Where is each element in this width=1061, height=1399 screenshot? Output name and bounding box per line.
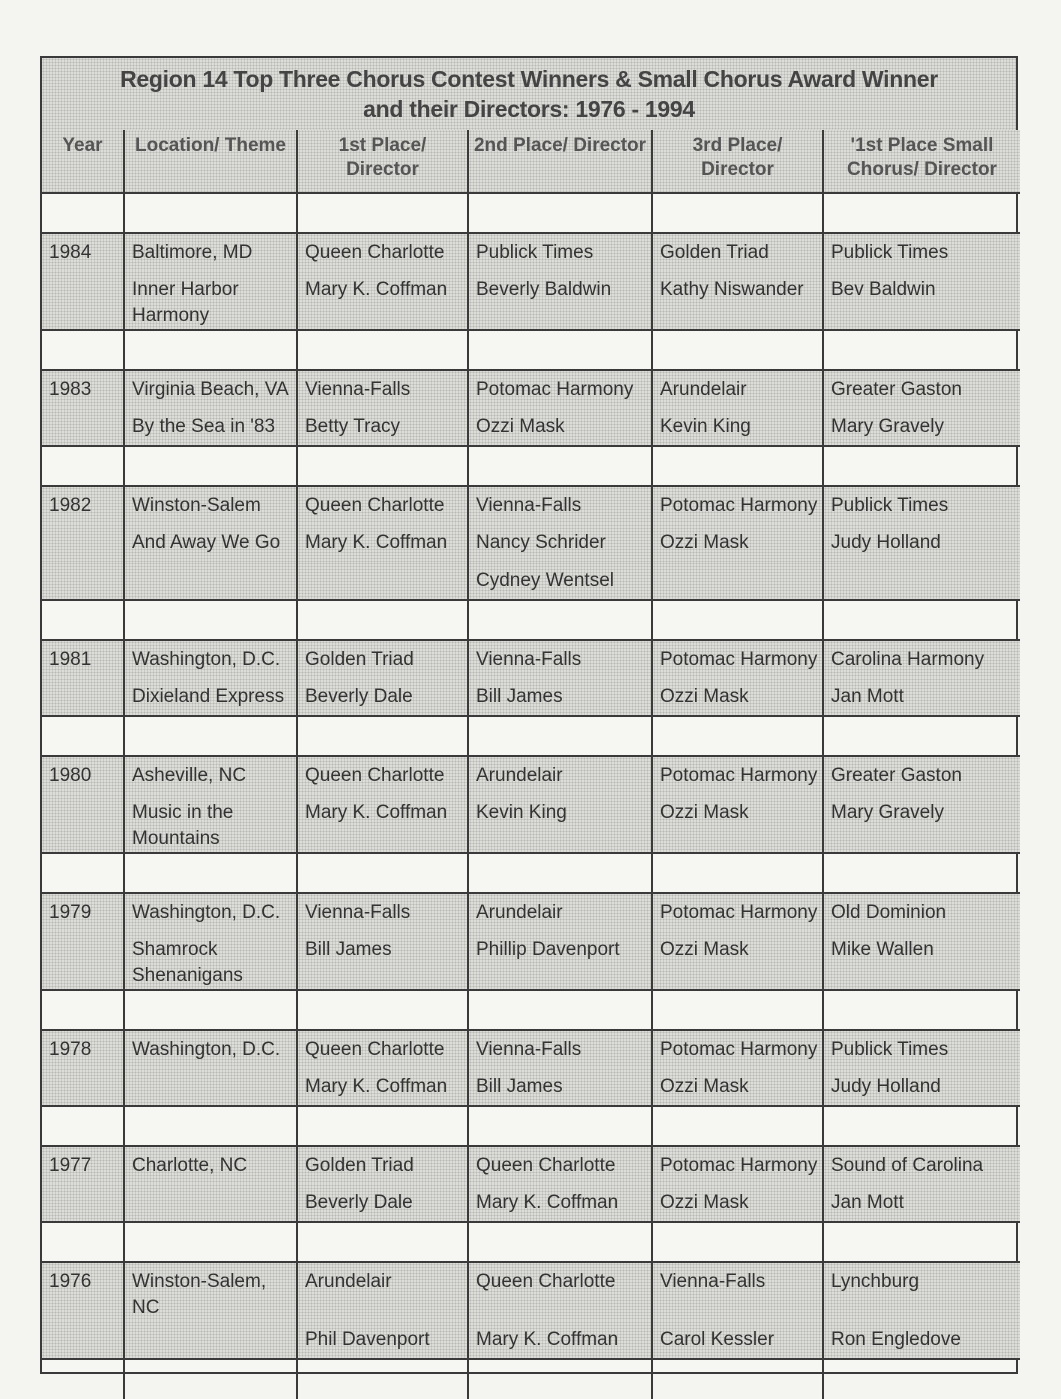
- cell-second-place: Vienna-Falls: [468, 486, 652, 524]
- cell-small-chorus: Publick Times: [823, 1030, 1020, 1068]
- cell-third-place: [652, 990, 823, 1030]
- table-row: [42, 1146, 1020, 1184]
- spacer-row: [42, 330, 1020, 370]
- cell-year: [42, 853, 124, 893]
- cell-small-chorus: Greater Gaston: [823, 756, 1020, 794]
- cell-first-place: Beverly Dale: [297, 1184, 468, 1222]
- cell-location: [124, 1222, 297, 1262]
- cell-location: Virginia Beach, VA: [124, 370, 297, 408]
- cell-year: [42, 600, 124, 640]
- spacer-row: [42, 446, 1020, 486]
- cell-second-place: Publick Times: [468, 233, 652, 271]
- cell-location: [124, 1184, 297, 1222]
- spacer-row: [42, 716, 1020, 756]
- cell-location: Music in the Mountains: [124, 794, 297, 853]
- cell-first-place: [297, 716, 468, 756]
- cell-second-place: [468, 1106, 652, 1146]
- cell-location: [124, 562, 297, 600]
- cell-small-chorus: Carolina Harmony: [823, 640, 1020, 678]
- cell-third-place: Potomac Harmony: [652, 486, 823, 524]
- cell-third-place: [652, 600, 823, 640]
- table-row: [42, 1321, 1020, 1359]
- cell-small-chorus: [823, 193, 1020, 233]
- cell-first-place: [297, 1222, 468, 1262]
- cell-third-place: [652, 1106, 823, 1146]
- cell-year: 1983: [42, 370, 124, 408]
- cell-year: [42, 1321, 124, 1359]
- cell-first-place: [297, 990, 468, 1030]
- cell-second-place: Queen Charlotte: [468, 1146, 652, 1184]
- cell-second-place: [468, 330, 652, 370]
- table-row: [42, 1262, 1020, 1321]
- cell-third-place: [652, 446, 823, 486]
- cell-third-place: Potomac Harmony: [652, 893, 823, 931]
- cell-third-place: Ozzi Mask: [652, 678, 823, 716]
- cell-location: Charlotte, NC: [124, 1146, 297, 1184]
- cell-location: [124, 446, 297, 486]
- cell-year: [42, 562, 124, 600]
- cell-year: [42, 1359, 124, 1399]
- cell-year: [42, 330, 124, 370]
- cell-third-place: [652, 562, 823, 600]
- cell-second-place: [468, 716, 652, 756]
- cell-small-chorus: Ron Engledove: [823, 1321, 1020, 1359]
- cell-first-place: Golden Triad: [297, 1146, 468, 1184]
- cell-first-place: [297, 1106, 468, 1146]
- cell-location: [124, 716, 297, 756]
- table-row: [42, 1184, 1020, 1222]
- cell-second-place: Mary K. Coffman: [468, 1184, 652, 1222]
- cell-small-chorus: Publick Times: [823, 233, 1020, 271]
- cell-location: [124, 1106, 297, 1146]
- cell-year: [42, 794, 124, 853]
- cell-year: 1979: [42, 893, 124, 931]
- cell-first-place: Queen Charlotte: [297, 756, 468, 794]
- header-row: [42, 130, 1020, 193]
- cell-year: [42, 408, 124, 446]
- cell-second-place: Vienna-Falls: [468, 640, 652, 678]
- cell-third-place: [652, 853, 823, 893]
- cell-second-place: [468, 990, 652, 1030]
- cell-second-place: Beverly Baldwin: [468, 271, 652, 330]
- cell-first-place: Mary K. Coffman: [297, 524, 468, 562]
- table-row: [42, 486, 1020, 524]
- table-row: [42, 370, 1020, 408]
- cell-first-place: [297, 446, 468, 486]
- cell-location: Inner Harbor Harmony: [124, 271, 297, 330]
- cell-small-chorus: Greater Gaston: [823, 370, 1020, 408]
- cell-first-place: Mary K. Coffman: [297, 1068, 468, 1106]
- cell-third-place: Golden Triad: [652, 233, 823, 271]
- cell-location: [124, 990, 297, 1030]
- cell-third-place: Kathy Niswander: [652, 271, 823, 330]
- cell-third-place: Ozzi Mask: [652, 1068, 823, 1106]
- spacer-row: [42, 1222, 1020, 1262]
- cell-first-place: Golden Triad: [297, 640, 468, 678]
- title-line-2: and their Directors: 1976 - 1994: [363, 96, 695, 122]
- table-row: [42, 271, 1020, 330]
- cell-second-place: [468, 853, 652, 893]
- cell-first-place: [297, 600, 468, 640]
- cell-location: Winston-Salem, NC: [124, 1262, 297, 1321]
- cell-year: 1980: [42, 756, 124, 794]
- cell-small-chorus: [823, 853, 1020, 893]
- cell-second-place: [468, 446, 652, 486]
- header-third-place: 3rd Place/ Director: [652, 130, 823, 193]
- cell-first-place: Betty Tracy: [297, 408, 468, 446]
- cell-first-place: [297, 330, 468, 370]
- cell-location: By the Sea in '83: [124, 408, 297, 446]
- cell-first-place: [297, 853, 468, 893]
- spacer-row: [42, 990, 1020, 1030]
- table-row: [42, 893, 1020, 931]
- cell-small-chorus: Bev Baldwin: [823, 271, 1020, 330]
- cell-first-place: [297, 193, 468, 233]
- cell-location: [124, 853, 297, 893]
- cell-year: 1978: [42, 1030, 124, 1068]
- cell-small-chorus: [823, 1222, 1020, 1262]
- cell-small-chorus: [823, 1106, 1020, 1146]
- table-body: [42, 193, 1020, 1399]
- cell-second-place: Kevin King: [468, 794, 652, 853]
- cell-first-place: Mary K. Coffman: [297, 794, 468, 853]
- cell-year: [42, 1068, 124, 1106]
- cell-third-place: Arundelair: [652, 370, 823, 408]
- cell-small-chorus: Lynchburg: [823, 1262, 1020, 1321]
- cell-location: [124, 193, 297, 233]
- cell-year: [42, 446, 124, 486]
- cell-location: [124, 1068, 297, 1106]
- cell-first-place: Beverly Dale: [297, 678, 468, 716]
- cell-first-place: [297, 562, 468, 600]
- table-row: [42, 1068, 1020, 1106]
- header-first-place: 1st Place/ Director: [297, 130, 468, 193]
- cell-year: [42, 931, 124, 990]
- spacer-row: [42, 1359, 1020, 1399]
- table-row: [42, 524, 1020, 562]
- cell-small-chorus: Mary Gravely: [823, 794, 1020, 853]
- cell-small-chorus: Old Dominion: [823, 893, 1020, 931]
- cell-small-chorus: [823, 716, 1020, 756]
- cell-first-place: Bill James: [297, 931, 468, 990]
- cell-year: 1981: [42, 640, 124, 678]
- cell-small-chorus: [823, 600, 1020, 640]
- cell-second-place: Bill James: [468, 678, 652, 716]
- cell-second-place: Bill James: [468, 1068, 652, 1106]
- cell-second-place: [468, 193, 652, 233]
- table-row: [42, 1030, 1020, 1068]
- cell-second-place: Arundelair: [468, 893, 652, 931]
- winners-table: [42, 130, 1020, 1399]
- header-second-place: 2nd Place/ Director: [468, 130, 652, 193]
- cell-third-place: Carol Kessler: [652, 1321, 823, 1359]
- header-year: Year: [42, 130, 124, 193]
- cell-third-place: Potomac Harmony: [652, 1146, 823, 1184]
- cell-year: [42, 678, 124, 716]
- cell-first-place: Queen Charlotte: [297, 486, 468, 524]
- cell-third-place: [652, 193, 823, 233]
- cell-third-place: Potomac Harmony: [652, 640, 823, 678]
- cell-location: Dixieland Express: [124, 678, 297, 716]
- cell-second-place: Phillip Davenport: [468, 931, 652, 990]
- cell-second-place: Vienna-Falls: [468, 1030, 652, 1068]
- cell-second-place: Potomac Harmony: [468, 370, 652, 408]
- cell-third-place: [652, 330, 823, 370]
- cell-year: [42, 716, 124, 756]
- title-line-1: Region 14 Top Three Chorus Contest Winners & Small Chorus Award Winner: [120, 66, 938, 92]
- cell-location: Washington, D.C.: [124, 640, 297, 678]
- cell-location: Washington, D.C.: [124, 893, 297, 931]
- cell-location: [124, 1321, 297, 1359]
- cell-year: [42, 1222, 124, 1262]
- cell-year: 1984: [42, 233, 124, 271]
- cell-location: [124, 600, 297, 640]
- cell-small-chorus: [823, 330, 1020, 370]
- cell-small-chorus: Judy Holland: [823, 524, 1020, 562]
- cell-first-place: Phil Davenport: [297, 1321, 468, 1359]
- cell-location: And Away We Go: [124, 524, 297, 562]
- table-row: [42, 756, 1020, 794]
- cell-third-place: Kevin King: [652, 408, 823, 446]
- cell-third-place: Ozzi Mask: [652, 1184, 823, 1222]
- spacer-row: [42, 1106, 1020, 1146]
- cell-first-place: Vienna-Falls: [297, 370, 468, 408]
- cell-year: 1977: [42, 1146, 124, 1184]
- cell-first-place: Vienna-Falls: [297, 893, 468, 931]
- cell-location: Shamrock Shenanigans: [124, 931, 297, 990]
- cell-second-place: Nancy Schrider: [468, 524, 652, 562]
- cell-year: 1976: [42, 1262, 124, 1321]
- cell-second-place: Ozzi Mask: [468, 408, 652, 446]
- cell-year: [42, 193, 124, 233]
- spacer-row: [42, 853, 1020, 893]
- table-row: [42, 640, 1020, 678]
- table-title: [42, 58, 1016, 130]
- cell-third-place: Vienna-Falls: [652, 1262, 823, 1321]
- cell-third-place: [652, 1359, 823, 1399]
- cell-third-place: Ozzi Mask: [652, 931, 823, 990]
- cell-small-chorus: Publick Times: [823, 486, 1020, 524]
- cell-third-place: Potomac Harmony: [652, 1030, 823, 1068]
- cell-small-chorus: [823, 990, 1020, 1030]
- cell-third-place: Potomac Harmony: [652, 756, 823, 794]
- table-row: [42, 562, 1020, 600]
- cell-year: [42, 1106, 124, 1146]
- cell-location: Baltimore, MD: [124, 233, 297, 271]
- cell-location: Washington, D.C.: [124, 1030, 297, 1068]
- cell-third-place: [652, 716, 823, 756]
- cell-second-place: [468, 1222, 652, 1262]
- cell-third-place: Ozzi Mask: [652, 524, 823, 562]
- cell-year: [42, 524, 124, 562]
- cell-small-chorus: Jan Mott: [823, 1184, 1020, 1222]
- cell-small-chorus: Mary Gravely: [823, 408, 1020, 446]
- cell-year: 1982: [42, 486, 124, 524]
- cell-small-chorus: Judy Holland: [823, 1068, 1020, 1106]
- cell-small-chorus: Sound of Carolina: [823, 1146, 1020, 1184]
- spacer-row: [42, 193, 1020, 233]
- cell-first-place: Mary K. Coffman: [297, 271, 468, 330]
- table-row: [42, 931, 1020, 990]
- cell-first-place: Queen Charlotte: [297, 233, 468, 271]
- header-location: Location/ Theme: [124, 130, 297, 193]
- table-row: [42, 678, 1020, 716]
- cell-second-place: Queen Charlotte: [468, 1262, 652, 1321]
- table-row: [42, 794, 1020, 853]
- cell-first-place: [297, 1359, 468, 1399]
- cell-second-place: [468, 600, 652, 640]
- cell-location: Asheville, NC: [124, 756, 297, 794]
- winners-table-sheet: [40, 56, 1018, 1374]
- cell-first-place: Queen Charlotte: [297, 1030, 468, 1068]
- cell-third-place: [652, 1222, 823, 1262]
- cell-small-chorus: [823, 1359, 1020, 1399]
- header-small-chorus: '1st Place Small Chorus/ Director: [823, 130, 1020, 193]
- cell-second-place: Mary K. Coffman: [468, 1321, 652, 1359]
- cell-location: [124, 1359, 297, 1399]
- cell-small-chorus: [823, 562, 1020, 600]
- cell-year: [42, 990, 124, 1030]
- cell-small-chorus: Jan Mott: [823, 678, 1020, 716]
- table-row: [42, 408, 1020, 446]
- spacer-row: [42, 600, 1020, 640]
- cell-third-place: Ozzi Mask: [652, 794, 823, 853]
- cell-second-place: Cydney Wentsel: [468, 562, 652, 600]
- cell-small-chorus: [823, 446, 1020, 486]
- table-row: [42, 233, 1020, 271]
- cell-location: [124, 330, 297, 370]
- cell-location: Winston-Salem: [124, 486, 297, 524]
- cell-small-chorus: Mike Wallen: [823, 931, 1020, 990]
- cell-second-place: Arundelair: [468, 756, 652, 794]
- cell-year: [42, 1184, 124, 1222]
- cell-first-place: Arundelair: [297, 1262, 468, 1321]
- cell-year: [42, 271, 124, 330]
- cell-second-place: [468, 1359, 652, 1399]
